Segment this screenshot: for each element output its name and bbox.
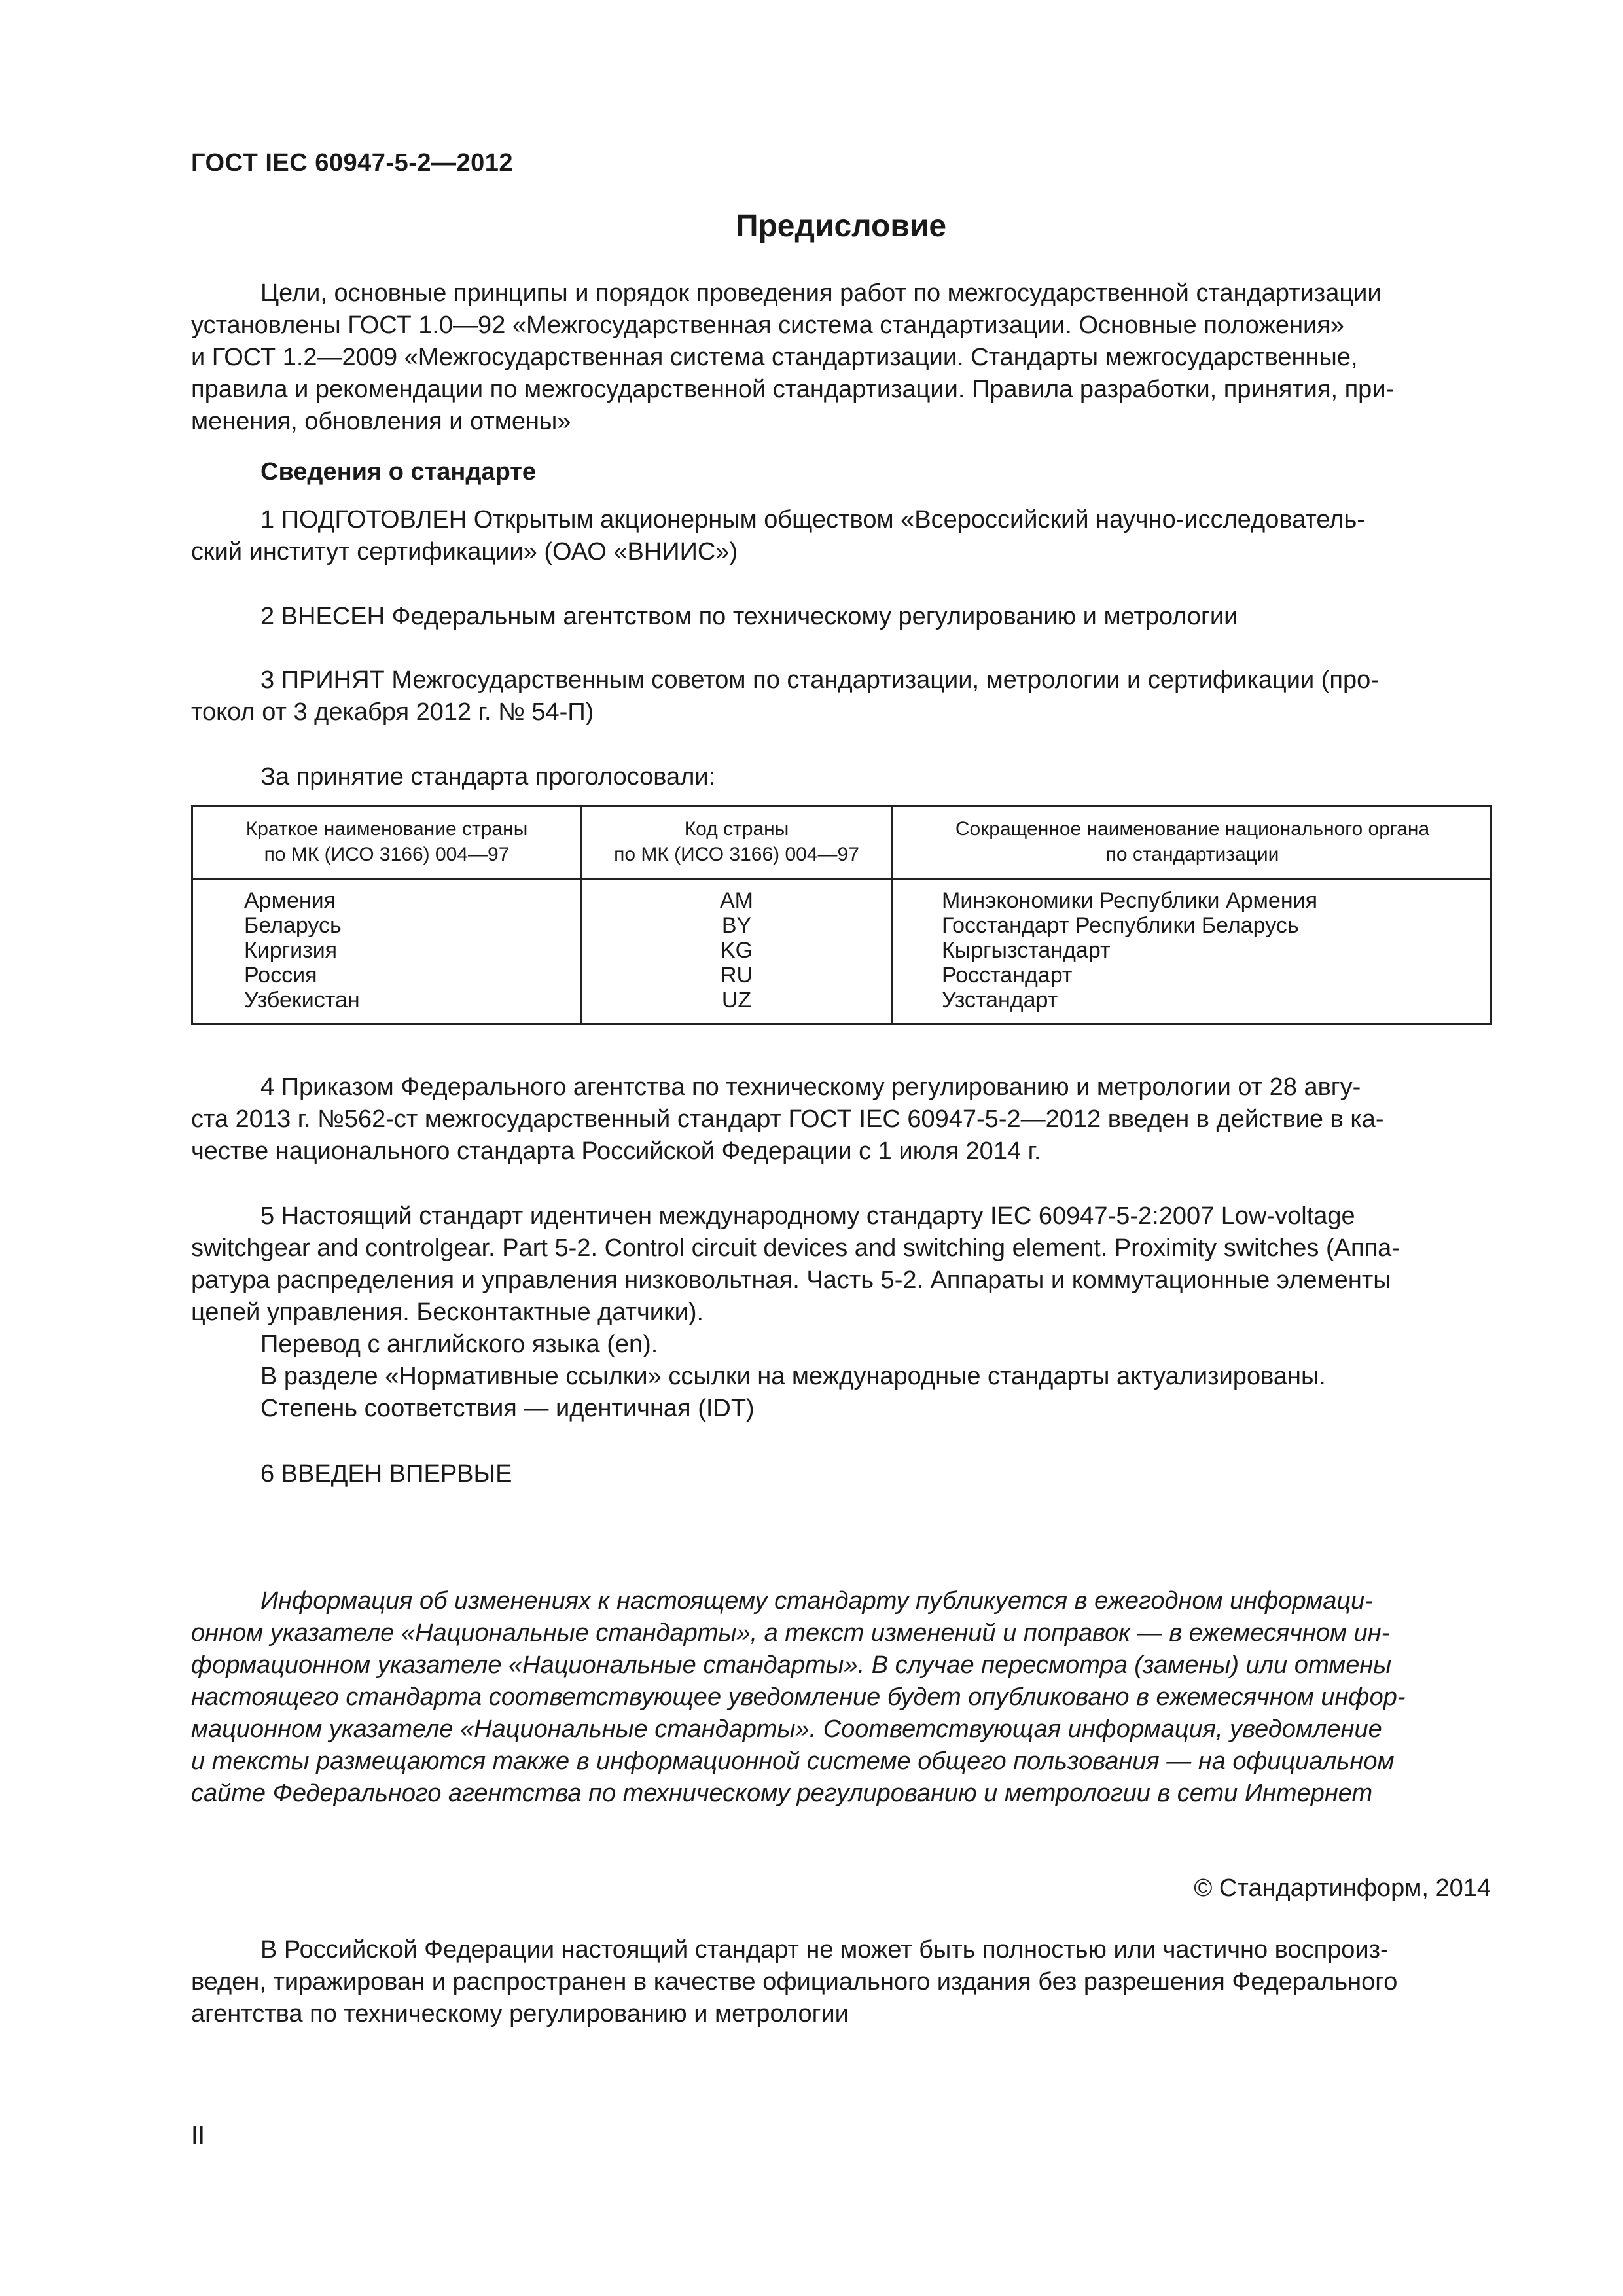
table-cell-code: UZ <box>721 988 752 1013</box>
item-5-line-2: switchgear and controlgear. Part 5-2. Control circuit devices and switching element. Proximity switches (Аппа- <box>191 1234 1400 1262</box>
item-5-line-1: 5 Настоящий стандарт идентичен международному стандарту IEC 60947-5-2:2007 Low-voltage <box>260 1202 1355 1230</box>
table-cell-country: Беларусь <box>244 913 342 938</box>
info-line-7: сайте Федерального агентства по техническому регулированию и метрологии в сети Интернет <box>191 1780 1373 1807</box>
item-5-line-4: цепей управления. Бесконтактные датчики). <box>191 1299 704 1326</box>
rights-line-2: веден, тиражирован и распространен в качестве официального издания без разрешения Федерального <box>191 1968 1398 1996</box>
standard-code-header: ГОСТ IEC 60947-5-2—2012 <box>191 149 514 177</box>
info-line-6: и тексты размещаются также в информационной системе общего пользования — на официальном <box>191 1748 1395 1775</box>
intro-line-5: менения, обновления и отмены» <box>191 408 571 435</box>
info-line-2: онном указателе «Национальные стандарты», а текст изменений и поправок — в ежемесячном ин- <box>191 1619 1390 1647</box>
page-number: II <box>191 2122 205 2149</box>
voting-table <box>191 805 1492 1025</box>
table-header-body: Сокращенное наименование национального органа по стандартизации <box>955 818 1430 865</box>
item-4-line-2: ста 2013 г. №562-ст межгосударственный стандарт ГОСТ IEC 60947-5-2—2012 введен в действие в ка- <box>191 1105 1384 1133</box>
page-title: Предисловие <box>735 209 947 243</box>
rights-line-3: агентства по техническому регулированию и метрологии <box>191 2000 849 2028</box>
country-column <box>244 888 360 1013</box>
intro-line-1: Цели, основные принципы и порядок проведения работ по межгосударственной стандартизации <box>260 279 1382 307</box>
table-cell-country: Армения <box>244 888 336 913</box>
info-line-5: мационном указателе «Национальные стандарты». Соответствующая информация, уведомление <box>191 1715 1382 1743</box>
info-line-4: настоящего стандарта соответствующее уведомление будет опубликовано в ежемесячном инфор- <box>191 1683 1406 1711</box>
item-5-translation: Перевод с английского языка (en). <box>260 1331 658 1358</box>
item-3-line-2: токол от 3 декабря 2012 г. № 54-П) <box>191 698 594 726</box>
info-line-1: Информация об изменениях к настоящему стандарту публикуется в ежегодном информаци- <box>260 1587 1373 1615</box>
copyright-notice: © Стандартинформ, 2014 <box>1194 1874 1491 1902</box>
rights-line-1: В Российской Федерации настоящий стандарт не может быть полностью или частично воспроиз- <box>260 1936 1389 1964</box>
item-3-line-1: 3 ПРИНЯТ Межгосударственным советом по стандартизации, метрологии и сертификации (про- <box>260 666 1379 694</box>
table-header-divider <box>193 878 1490 880</box>
table-cell-body: Минэкономики Республики Армения <box>942 888 1317 913</box>
item-4-line-1: 4 Приказом Федерального агентства по техническому регулированию и метрологии от 28 авгу- <box>260 1073 1361 1101</box>
table-header-country: Краткое наименование страны по МК (ИСО 3166) 004—97 <box>245 818 528 865</box>
table-cell-body: Росстандарт <box>942 963 1073 988</box>
table-cell-code: RU <box>720 963 753 988</box>
table-cell-country: Россия <box>244 963 317 988</box>
table-cell-body: Узстандарт <box>942 988 1058 1013</box>
item-5-line-3: ратура распределения и управления низковольтная. Часть 5-2. Аппараты и коммутационные элементы <box>191 1266 1391 1294</box>
item-4-line-3: честве национального стандарта Российской Федерации с 1 июля 2014 г. <box>191 1138 1041 1165</box>
intro-line-4: правила и рекомендации по межгосударственной стандартизации. Правила разработки, принятия, при- <box>191 376 1395 403</box>
table-cell-code: KG <box>720 938 753 963</box>
info-line-3: формационном указателе «Национальные стандарты». В случае пересмотра (замены) или отмены <box>191 1651 1392 1679</box>
table-cell-body: Кыргызстандарт <box>942 938 1111 963</box>
table-cell-country: Киргизия <box>244 938 338 963</box>
about-standard-heading: Сведения о стандарте <box>260 458 537 486</box>
table-cell-code: AM <box>720 888 753 913</box>
item-1-line-2: ский институт сертификации» (ОАО «ВНИИС») <box>191 538 738 565</box>
intro-line-3: и ГОСТ 1.2—2009 «Межгосударственная система стандартизации. Стандарты межгосударственные, <box>191 344 1358 371</box>
table-cell-body: Госстандарт Республики Беларусь <box>942 913 1299 938</box>
item-6: 6 ВВЕДЕН ВПЕРВЫЕ <box>260 1460 512 1488</box>
vote-intro: За принятие стандарта проголосовали: <box>260 763 716 791</box>
table-cell-code: BY <box>721 913 752 938</box>
item-5-degree: Степень соответствия — идентичная (IDT) <box>260 1395 755 1422</box>
intro-line-2: установлены ГОСТ 1.0—92 «Межгосударственная система стандартизации. Основные положения» <box>191 312 1344 339</box>
code-column <box>582 888 891 1013</box>
body-column <box>942 888 1317 1013</box>
item-1-line-1: 1 ПОДГОТОВЛЕН Открытым акционерным обществом «Всероссийский научно-исследователь- <box>260 506 1365 533</box>
table-header-code: Код страны по МК (ИСО 3166) 004—97 <box>614 818 859 865</box>
item-5-references: В разделе «Нормативные ссылки» ссылки на международные стандарты актуализированы. <box>260 1363 1326 1390</box>
item-2: 2 ВНЕСЕН Федеральным агентством по техническому регулированию и метрологии <box>260 603 1238 630</box>
table-cell-country: Узбекистан <box>244 988 360 1013</box>
